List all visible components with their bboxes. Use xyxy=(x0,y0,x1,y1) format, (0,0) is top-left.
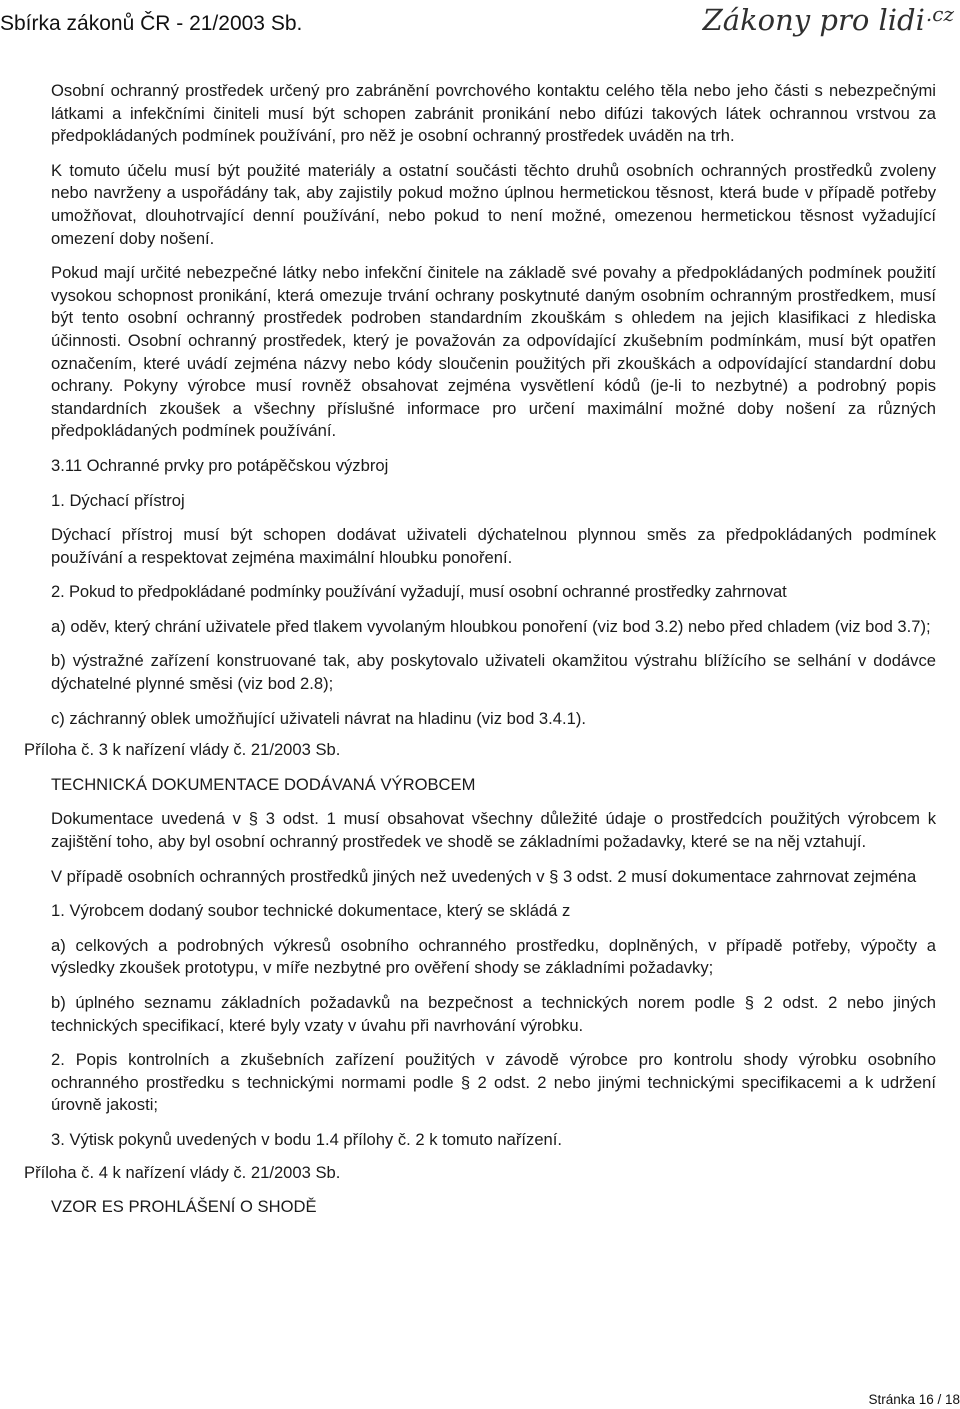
paragraph: Dýchací přístroj musí být schopen dodávat uživateli dýchatelnou plynnou směs za předpokládaných podmínek používání a respektovat zejména maximální hloubku ponoření. xyxy=(51,525,936,567)
list-item: 2. Pokud to předpokládané podmínky používání vyžadují, musí osobní ochranné prostředky zahrnovat xyxy=(51,582,787,602)
document-body xyxy=(0,80,960,1219)
subsection-heading: 1. Dýchací přístroj xyxy=(51,490,185,510)
section-heading: 3.11 Ochranné prvky pro potápěčskou výzbroj xyxy=(51,455,389,475)
list-item: 2. Popis kontrolních a zkušebních zařízení použitých v závodě výrobce pro kontrolu shody výrobku osobního ochranného prostředku s technickými normami podle § 2 odst. 2 nebo jinými technickými specifikacemi a k udržení úrovně jakosti; xyxy=(51,1050,936,1115)
annex-heading: VZOR ES PROHLÁŠENÍ O SHODĚ xyxy=(51,1197,317,1217)
list-item: b) úplného seznamu základních požadavků na bezpečnost a technických norem podle § 2 odst. 2 nebo jiných technických specifikací, které byly vzaty v úvahu při navrhování výrobku. xyxy=(51,993,936,1035)
paragraph: Dokumentace uvedená v § 3 odst. 1 musí obsahovat všechny důležité údaje o prostředcích použitých výrobcem k zajištění toho, aby byl osobní ochranný prostředek ve shodě se základními požadavky, které se na něj vztahují. xyxy=(51,809,936,852)
site-logo[interactable] xyxy=(703,2,954,37)
paragraph: K tomuto účelu musí být použité materiály a ostatní součásti těchto druhů osobních ochranných prostředků zvoleny nebo navrženy a uspořádány tak, aby zajistily pokud možno úplnou hermetickou těsnost, která bude v případě potřeby umožňovat, dlouhotrvající denní používání, nebo pokud to není možné, omezenou hermetickou těsnost vyžadující omezení doby nošení. xyxy=(51,160,936,248)
list-item: 3. Výtisk pokynů uvedených v bodu 1.4 přílohy č. 2 k tomuto nařízení. xyxy=(51,1129,563,1149)
page-number: Stránka 16 / 18 xyxy=(868,1392,960,1407)
list-item: b) výstražné zařízení konstruované tak, aby poskytovalo uživateli okamžitou výstrahu blížícího se selhání v dodávce dýchatelné plynné směsi (viz bod 2.8); xyxy=(51,651,936,694)
logo-tld: .cz xyxy=(925,2,954,26)
logo-text: Zákony pro lidi xyxy=(702,3,925,37)
collection-title: Sbírka zákonů ČR - 21/2003 Sb. xyxy=(0,12,303,35)
paragraph: V případě osobních ochranných prostředků jiných než uvedených v § 3 odst. 2 musí dokumentace zahrnovat zejména xyxy=(51,866,917,886)
annex-title: Příloha č. 3 k nařízení vlády č. 21/2003 Sb. xyxy=(24,740,341,760)
list-item: a) celkových a podrobných výkresů osobního ochranného prostředku, doplněných, v případě potřeby, výpočty a výsledky zkoušek prototypu, v míře nezbytné pro ověření shody se základními požadavky; xyxy=(51,935,936,978)
list-item: 1. Výrobcem dodaný soubor technické dokumentace, který se skládá z xyxy=(51,901,571,921)
annex-title: Příloha č. 4 k nařízení vlády č. 21/2003 Sb. xyxy=(24,1162,341,1182)
list-item: c) záchranný oblek umožňující uživateli návrat na hladinu (viz bod 3.4.1). xyxy=(51,708,586,728)
page-header xyxy=(0,0,960,50)
paragraph: Pokud mají určité nebezpečné látky nebo infekční činitele na základě své povahy a předpokládaných podmínek použití vysokou schopnost pronikání, která omezuje trvání ochrany poskytnuté daným osobním ochranným prostředkem, musí být tento osobní ochranný prostředek podroben standardním zkouškám s ohledem na jejich klasifikaci z hlediska účinnosti. Osobní ochranný prostředek, který je považován za odpovídající zkušebním podmínkám, musí být opatřen označením, které uvádí zejména názvy nebo kódy sloučenin použitých při zkouškách a odpovídající standardní dobu ochrany. Pokyny výrobce musí rovněž obsahovat zejména vysvětlení kódů (je-li to nezbytné) a podrobný popis standardních zkoušek a všechny příslušné informace pro určení maximální možné doby nošení za různých předpokládaných podmínek používání. xyxy=(51,263,936,441)
list-item: a) oděv, který chrání uživatele před tlakem vyvolaným hloubkou ponoření (viz bod 3.2) nebo před chladem (viz bod 3.7); xyxy=(51,616,931,636)
paragraph: Osobní ochranný prostředek určený pro zabránění povrchového kontaktu celého těla nebo jeho části s nebezpečnými látkami a infekčními činiteli musí být schopen zabránit pronikání nebo difúzi takových látek ochrannou vrstvou za předpokládaných podmínek používání, pro něž je osobní ochranný prostředek uváděn na trh. xyxy=(51,81,936,146)
annex-heading: TECHNICKÁ DOKUMENTACE DODÁVANÁ VÝROBCEM xyxy=(51,774,476,794)
